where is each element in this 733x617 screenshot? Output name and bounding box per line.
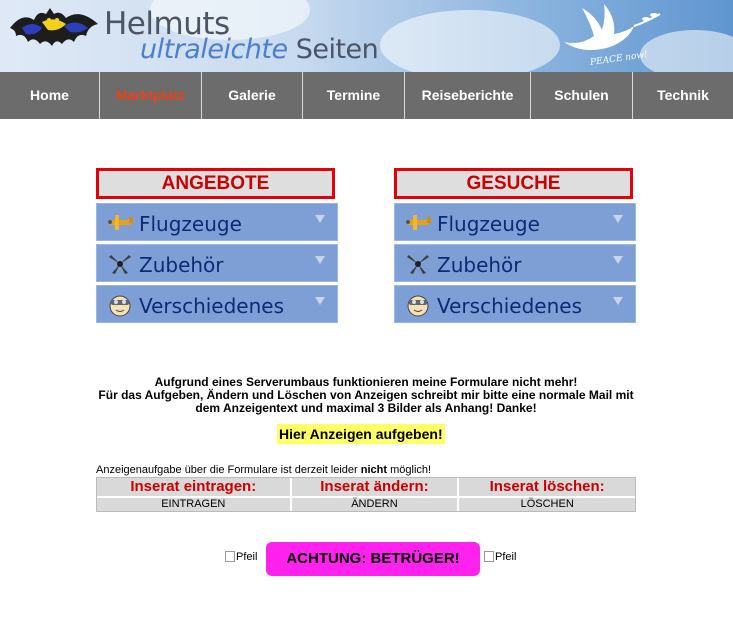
form-note-pre: Anzeigenaufgabe über die Formulare ist derzeit leider	[96, 464, 361, 476]
broken-image-icon	[484, 551, 494, 562]
form-note-post: möglich!	[387, 464, 432, 476]
angebote-column	[96, 168, 338, 326]
category-label: Verschiedenes	[437, 294, 583, 318]
site-header	[0, 0, 733, 72]
broken-image-icon	[225, 551, 235, 562]
gesuche-flugzeuge[interactable]	[394, 203, 636, 241]
gesuche-verschiedenes[interactable]	[394, 285, 636, 323]
image-alt-text: Pfeil	[236, 551, 258, 563]
nav-technik[interactable]: Technik	[657, 87, 709, 103]
airplane-icon	[107, 211, 135, 233]
category-label: Verschiedenes	[139, 294, 285, 318]
chevron-down-icon[interactable]	[315, 215, 325, 223]
table-column-eintragen	[97, 478, 292, 511]
eintragen-button[interactable]: EINTRAGEN	[97, 498, 290, 511]
nav-marktplatz[interactable]: Marktplatz	[100, 72, 202, 119]
nav-galerie[interactable]: Galerie	[202, 72, 303, 119]
site-title-suffix: Seiten	[287, 34, 379, 65]
table-column-loeschen	[459, 478, 635, 511]
table-header: Inserat eintragen:	[97, 478, 290, 496]
category-label: Zubehör	[139, 253, 224, 277]
notice-line-1: Aufgrund eines Serverumbaus funktionieren meine Formulare nicht mehr!	[154, 375, 578, 389]
chevron-down-icon[interactable]	[315, 256, 325, 264]
table-header: Inserat löschen:	[459, 478, 635, 496]
pilot-face-icon	[107, 293, 133, 317]
hier-anzeigen-link[interactable]: Hier Anzeigen aufgeben!	[279, 426, 443, 442]
image-alt-text: Pfeil	[495, 551, 517, 563]
chevron-down-icon[interactable]	[613, 256, 623, 264]
site-title-line1: Helmuts	[104, 6, 230, 42]
form-note-bold: nicht	[360, 464, 388, 476]
cloud-decoration	[380, 10, 560, 72]
angebote-zubehoer[interactable]	[96, 244, 338, 282]
form-table	[96, 477, 636, 512]
chevron-down-icon[interactable]	[613, 215, 623, 223]
gesuche-zubehoer[interactable]	[394, 244, 636, 282]
aendern-button[interactable]: ÄNDERN	[292, 498, 458, 511]
category-label: Zubehör	[437, 253, 522, 277]
bat-logo-icon[interactable]	[8, 6, 100, 68]
main-nav	[0, 72, 733, 119]
category-label: Flugzeuge	[139, 212, 242, 236]
angebote-flugzeuge[interactable]	[96, 203, 338, 241]
site-title-italic: ultraleichte	[140, 34, 288, 65]
gesuche-heading: GESUCHE	[394, 168, 633, 199]
angebote-heading: ANGEBOTE	[96, 168, 335, 199]
table-column-aendern	[292, 478, 460, 511]
gesuche-column	[394, 168, 636, 326]
notice-line-2: Für das Aufgeben, Ändern und Löschen von Anzeigen schreibt mir bitte eine normale Mail mit	[98, 388, 634, 402]
server-notice	[96, 376, 636, 415]
propeller-icon	[405, 252, 431, 276]
angebote-verschiedenes[interactable]	[96, 285, 338, 323]
nav-home[interactable]: Home	[0, 72, 100, 119]
propeller-icon	[107, 252, 133, 276]
site-title-line2	[140, 34, 378, 65]
notice-line-3: dem Anzeigentext und maximal 3 Bilder als Anhang! Danke!	[195, 401, 537, 415]
loeschen-button[interactable]: LÖSCHEN	[459, 498, 635, 511]
table-header: Inserat ändern:	[292, 478, 458, 496]
form-note	[96, 464, 431, 476]
airplane-icon	[405, 211, 433, 233]
peace-text: PEACE now!	[589, 50, 649, 68]
peace-dove-icon	[560, 2, 670, 58]
betrueger-warning-button[interactable]: ACHTUNG: BETRÜGER!	[266, 542, 480, 576]
category-label: Flugzeuge	[437, 212, 540, 236]
nav-reiseberichte[interactable]: Reiseberichte	[405, 72, 531, 119]
pilot-face-icon	[405, 293, 431, 317]
chevron-down-icon[interactable]	[613, 297, 623, 305]
arrow-right-image	[484, 551, 516, 563]
nav-schulen[interactable]: Schulen	[531, 72, 633, 119]
chevron-down-icon[interactable]	[315, 297, 325, 305]
arrow-left-image	[225, 551, 257, 563]
nav-termine[interactable]: Termine	[303, 72, 405, 119]
